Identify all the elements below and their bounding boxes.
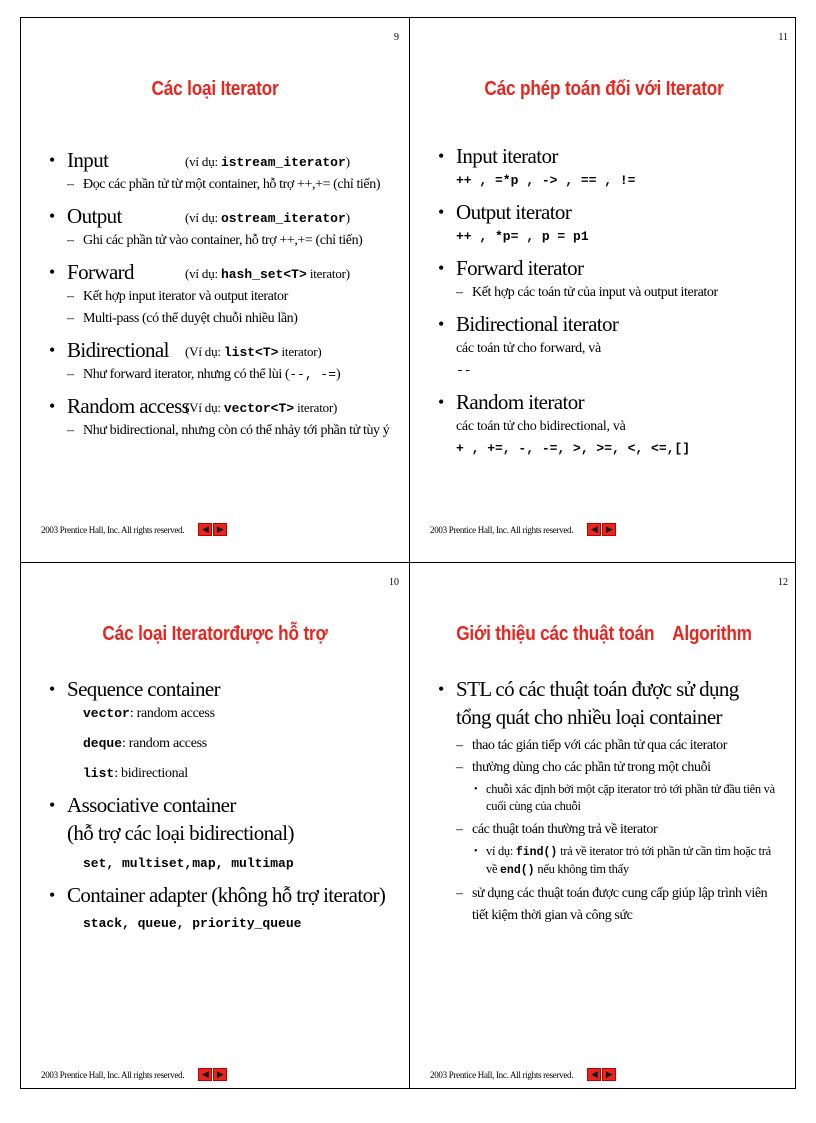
page-number: 10 xyxy=(389,577,399,588)
page-number: 12 xyxy=(778,577,788,588)
slide-footer xyxy=(430,523,616,536)
copyright: 2003 Prentice Hall, Inc. All rights reserved. xyxy=(430,1069,574,1080)
bullet-input-iterator: • Input iterator xyxy=(438,142,790,170)
prev-arrow-icon[interactable]: ◀ xyxy=(198,523,212,536)
bullet-output: • Output (ví dụ: ostream_iterator) xyxy=(49,202,401,230)
slide-title: Các loại Iterator xyxy=(151,78,279,100)
nav-buttons xyxy=(587,523,616,536)
sub-bullet: – Ghi các phần tử vào container, hỗ trợ ++,+= (chỉ tiến) xyxy=(49,230,401,252)
description: các toán tử cho bidirectional, và xyxy=(456,419,626,434)
bullet-container-adapter: • Container adapter (không hỗ trợ iterator) xyxy=(49,881,401,909)
sub-sub-bullet: • chuỗi xác định bởi một cặp iterator trỏ tới phần tử đầu tiên và cuối cùng của chuỗi xyxy=(438,781,778,815)
seq-item: list: bidirectional xyxy=(83,766,188,781)
nav-buttons xyxy=(198,1068,227,1081)
operators: -- xyxy=(456,363,472,378)
sub-bullet: – thường dùng cho các phần tử trong một chuỗi xyxy=(438,757,778,779)
seq-item: deque: random access xyxy=(83,736,207,751)
bullet-forward: • Forward (ví dụ: hash_set<T> iterator) xyxy=(49,258,401,286)
operators: + , +=, -, -=, >, >=, <, <=,[] xyxy=(456,441,691,456)
nav-buttons xyxy=(198,523,227,536)
sub-bullet: – Như bidirectional, nhưng còn có thể nhảy tới phần tử tùy ý xyxy=(49,420,401,442)
sub-bullet: – Đọc các phần tử từ một container, hỗ trợ ++,+= (chỉ tiến) xyxy=(49,174,401,196)
slide-9 xyxy=(21,18,409,562)
example: (Ví dụ: list<T> iterator) xyxy=(185,344,322,360)
handout-sheet xyxy=(20,17,796,1089)
example: (ví dụ: ostream_iterator) xyxy=(185,210,350,226)
page-number: 9 xyxy=(394,32,399,43)
copyright: 2003 Prentice Hall, Inc. All rights reserved. xyxy=(41,1069,185,1080)
nav-buttons xyxy=(587,1068,616,1081)
sub-bullet: – các thuật toán thường trả về iterator xyxy=(438,819,778,841)
slide-footer xyxy=(41,523,227,536)
bullet-output-iterator: • Output iterator xyxy=(438,198,790,226)
next-arrow-icon[interactable]: ▶ xyxy=(602,1068,616,1081)
operators: set, multiset,map, multimap xyxy=(83,856,294,871)
slide-body xyxy=(49,669,401,935)
slide-title: Các phép toán đối với Iterator xyxy=(484,78,724,100)
example: (Ví dụ: vector<T> iterator) xyxy=(185,400,338,416)
example: (ví dụ: istream_iterator) xyxy=(185,154,350,170)
sub-bullet: – Multi-pass (có thể duyệt chuỗi nhiều lần) xyxy=(49,308,401,330)
sub-sub-bullet: • ví dụ: find() trả về iterator trỏ tới phần tử cần tìm hoặc trả về end() nếu không tìm thấy xyxy=(438,843,778,879)
slide-title: Các loại Iteratorđược hỗ trợ xyxy=(102,623,328,645)
slide-footer xyxy=(430,1068,616,1081)
operators: ++ , =*p , -> , == , != xyxy=(456,173,636,188)
bullet-bidirectional-iterator: • Bidirectional iterator xyxy=(438,310,790,338)
bullet-forward-iterator: • Forward iterator xyxy=(438,254,790,282)
next-arrow-icon[interactable]: ▶ xyxy=(213,1068,227,1081)
description: các toán tử cho forward, và xyxy=(456,341,601,356)
sub-bullet: – Kết hợp input iterator và output iterator xyxy=(49,286,401,308)
sub-bullet: – sử dụng các thuật toán được cung cấp giúp lập trình viên tiết kiệm thời gian và công sức xyxy=(438,883,778,927)
bullet-bidirectional: • Bidirectional (Ví dụ: list<T> iterator) xyxy=(49,336,401,364)
bullet-random-access: • Random access (Ví dụ: vector<T> iterator) xyxy=(49,392,401,420)
bullet-associative-container: • Associative container (hỗ trợ các loại bidirectional) xyxy=(49,791,401,847)
bullet-stl-algorithms: • STL có các thuật toán được sử dụng tổng quát cho nhiều loại container xyxy=(438,675,778,731)
copyright: 2003 Prentice Hall, Inc. All rights reserved. xyxy=(41,524,185,535)
sub-bullet: – Kết hợp các toán tử của input và output iterator xyxy=(438,282,790,304)
prev-arrow-icon[interactable]: ◀ xyxy=(587,1068,601,1081)
slide-body xyxy=(438,136,790,460)
slide-body xyxy=(49,140,401,442)
slide-11 xyxy=(410,18,798,562)
bullet-random-iterator: • Random iterator xyxy=(438,388,790,416)
page-number: 11 xyxy=(778,32,788,43)
sub-bullet: – Như forward iterator, nhưng có thể lùi (--, -=) xyxy=(49,364,401,386)
example: (ví dụ: hash_set<T> iterator) xyxy=(185,266,350,282)
next-arrow-icon[interactable]: ▶ xyxy=(602,523,616,536)
slide-body xyxy=(438,669,778,927)
slide-title: Giới thiệu các thuật toán Algorithm xyxy=(456,623,752,645)
operators: ++ , *p= , p = p1 xyxy=(456,229,589,244)
next-arrow-icon[interactable]: ▶ xyxy=(213,523,227,536)
slide-footer xyxy=(41,1068,227,1081)
slide-10 xyxy=(21,563,409,1107)
seq-item: vector: random access xyxy=(83,706,215,721)
slide-12 xyxy=(410,563,798,1107)
copyright: 2003 Prentice Hall, Inc. All rights reserved. xyxy=(430,524,574,535)
sub-bullet: – thao tác gián tiếp với các phần tử qua các iterator xyxy=(438,735,778,757)
bullet-input: • Input (ví dụ: istream_iterator) xyxy=(49,146,401,174)
prev-arrow-icon[interactable]: ◀ xyxy=(198,1068,212,1081)
prev-arrow-icon[interactable]: ◀ xyxy=(587,523,601,536)
bullet-sequence-container: • Sequence container xyxy=(49,675,401,703)
operators: stack, queue, priority_queue xyxy=(83,916,302,931)
